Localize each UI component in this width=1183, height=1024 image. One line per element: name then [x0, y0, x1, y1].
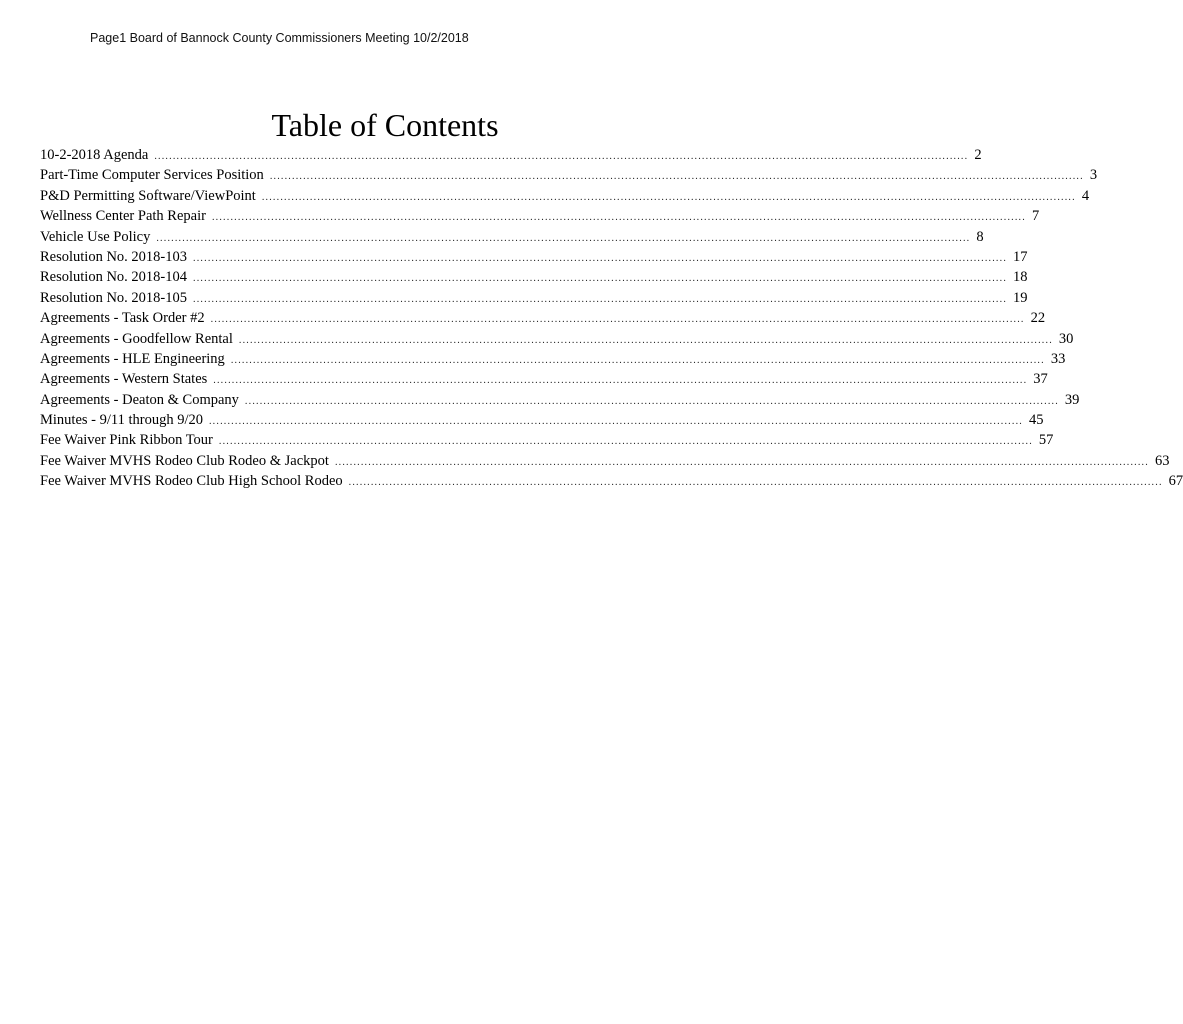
toc-entry[interactable] — [40, 206, 1040, 226]
toc-entry-page-number: 3 — [1089, 167, 1098, 184]
toc-entry[interactable] — [40, 430, 1054, 450]
toc-entry-title: Vehicle Use Policy — [40, 228, 151, 245]
toc-entry-page-number: 18 — [1013, 269, 1028, 286]
toc-entry-title: Fee Waiver Pink Ribbon Tour — [40, 432, 213, 449]
toc-entry[interactable] — [40, 227, 984, 247]
toc-entry-page-number: 57 — [1038, 432, 1054, 449]
toc-title: Table of Contents — [271, 107, 499, 143]
toc-entry[interactable] — [40, 471, 1183, 491]
page-header: Page1 Board of Bannock County Commissioners Meeting 10/2/2018 — [90, 31, 469, 45]
toc-list — [40, 145, 1183, 492]
toc-entry-title: 10-2-2018 Agenda — [40, 147, 149, 163]
dot-leader: ............................................................................................................................................................................................................................ — [156, 232, 971, 244]
toc-entry[interactable] — [40, 349, 1066, 369]
toc-entry-title: Agreements - Task Order #2 — [40, 310, 205, 327]
toc-entry-page-number: 4 — [1081, 187, 1090, 204]
toc-entry-title: Resolution No. 2018-103 — [40, 248, 188, 265]
toc-entry-page-number: 22 — [1030, 310, 1046, 327]
toc-entry-title: Agreements - Western States — [40, 371, 208, 388]
toc-entry[interactable] — [40, 247, 1028, 267]
toc-entry[interactable] — [40, 390, 1080, 410]
toc-entry-title: Resolution No. 2018-104 — [40, 269, 188, 286]
dot-leader: ............................................................................................................................................................................................................................ — [244, 395, 1059, 407]
dot-leader: ............................................................................................................................................................................................................................ — [218, 436, 1033, 448]
dot-leader: ............................................................................................................................................................................................................................ — [348, 477, 1163, 489]
dot-leader: ............................................................................................................................................................................................................................ — [238, 334, 1053, 346]
toc-entry[interactable] — [40, 267, 1028, 287]
toc-entry-page-number: 45 — [1028, 412, 1044, 429]
toc-entry-title: Agreements - Goodfellow Rental — [40, 330, 233, 347]
toc-entry[interactable] — [40, 410, 1044, 430]
toc-entry-title: Fee Waiver MVHS Rodeo Club High School Rodeo — [40, 473, 343, 490]
toc-entry-title: Agreements - Deaton & Company — [40, 391, 239, 408]
toc-entry[interactable] — [40, 369, 1048, 389]
toc-entry-page-number: 7 — [1031, 208, 1040, 225]
toc-entry-page-number: 30 — [1058, 330, 1074, 347]
dot-leader: ............................................................................................................................................................................................................................ — [269, 171, 1084, 183]
dot-leader: ............................................................................................................................................................................................................................ — [193, 273, 1008, 285]
dot-leader: ............................................................................................................................................................................................................................ — [193, 252, 1008, 264]
toc-entry-page-number: 8 — [976, 228, 984, 245]
toc-entry[interactable] — [40, 329, 1074, 349]
toc-entry[interactable] — [40, 165, 1098, 185]
toc-entry-title: P&D Permitting Software/ViewPoint — [40, 187, 256, 204]
toc-entry-page-number: 67 — [1168, 473, 1183, 490]
toc-entry-title: Minutes - 9/11 through 9/20 — [40, 412, 203, 429]
dot-leader: ............................................................................................................................................................................................................................ — [210, 314, 1025, 326]
dot-leader: ............................................................................................................................................................................................................................ — [208, 416, 1023, 428]
dot-leader: ............................................................................................................................................................................................................................ — [334, 456, 1149, 468]
toc-entry-page-number: 63 — [1154, 452, 1170, 469]
dot-leader: ............................................................................................................................................................................................................................ — [230, 354, 1045, 366]
dot-leader: ............................................................................................................................................................................................................................ — [261, 191, 1076, 203]
dot-leader: ............................................................................................................................................................................................................................ — [154, 151, 969, 162]
toc-entry-title: Part-Time Computer Services Position — [40, 167, 264, 184]
dot-leader: ............................................................................................................................................................................................................................ — [193, 293, 1008, 305]
toc-entry-page-number: 39 — [1064, 391, 1080, 408]
toc-entry-page-number: 17 — [1013, 248, 1028, 265]
toc-entry-title: Wellness Center Path Repair — [40, 208, 206, 225]
toc-entry-page-number: 37 — [1033, 371, 1048, 388]
toc-entry-title: Resolution No. 2018-105 — [40, 289, 188, 306]
toc-entry[interactable] — [40, 451, 1170, 471]
toc-entry-page-number: 19 — [1013, 289, 1028, 306]
toc-entry[interactable] — [40, 186, 1090, 206]
toc-entry[interactable] — [40, 308, 1046, 328]
dot-leader: ............................................................................................................................................................................................................................ — [211, 212, 1026, 224]
toc-entry-page-number: 33 — [1050, 350, 1066, 367]
toc-entry-title: Fee Waiver MVHS Rodeo Club Rodeo & Jackpot — [40, 452, 329, 469]
toc-entry-page-number: 2 — [974, 147, 982, 163]
dot-leader: ............................................................................................................................................................................................................................ — [213, 375, 1028, 387]
toc-entry-title: Agreements - HLE Engineering — [40, 350, 225, 367]
toc-entry[interactable] — [40, 288, 1028, 308]
toc-entry[interactable] — [40, 145, 982, 165]
